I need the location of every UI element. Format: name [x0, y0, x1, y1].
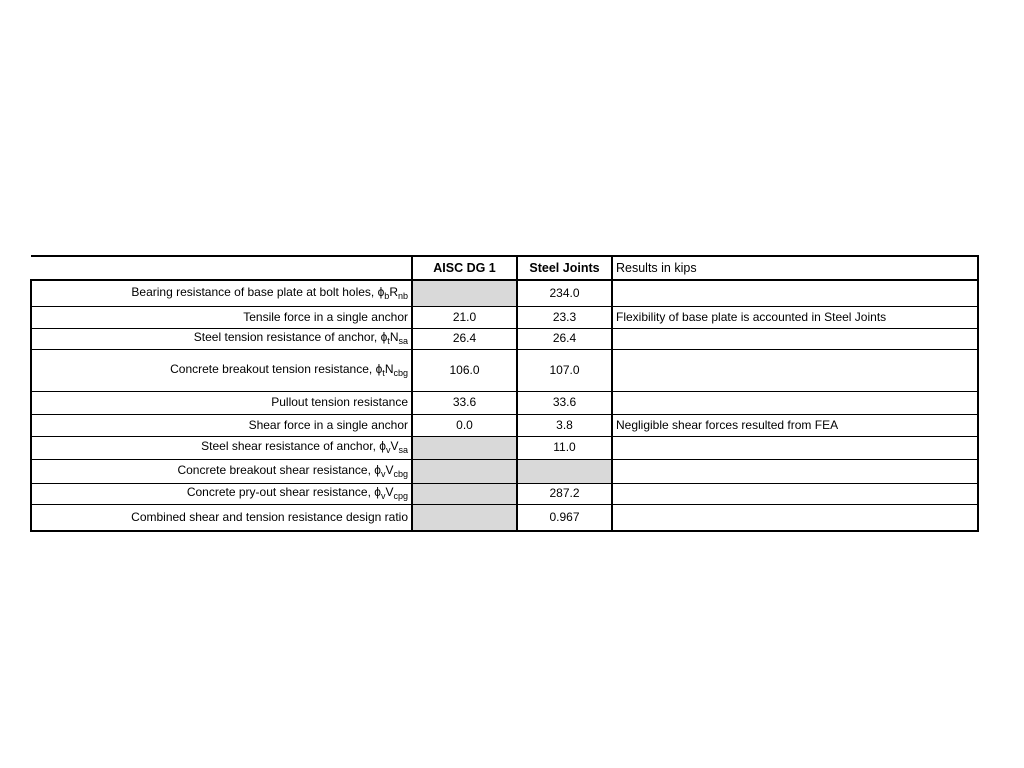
- label-subscript: v: [380, 468, 386, 479]
- label-text: V: [385, 462, 394, 477]
- label-text: R: [389, 284, 398, 299]
- table-row: [31, 415, 978, 437]
- note-cell: [612, 437, 978, 460]
- label-text: N: [389, 330, 399, 345]
- aisc-value-cell: [412, 460, 517, 484]
- header-row: [31, 256, 978, 280]
- label-text: Tensile force in a single anchor: [243, 309, 408, 324]
- label-text: V: [385, 485, 394, 500]
- row-label-cell: [31, 505, 412, 532]
- aisc-value-cell: 33.6: [412, 392, 517, 415]
- table-row: [31, 437, 978, 460]
- row-label-cell: [31, 329, 412, 350]
- aisc-value-cell: [412, 280, 517, 307]
- label-subscript: b: [384, 290, 390, 301]
- row-label-cell: [31, 484, 412, 505]
- note-cell: [612, 350, 978, 392]
- label-text: V: [390, 439, 399, 454]
- steel-joints-value-cell: 107.0: [517, 350, 612, 392]
- label-subscript: nb: [397, 290, 408, 301]
- label-subscript: t: [387, 336, 390, 347]
- row-label-cell: [31, 280, 412, 307]
- steel-joints-value-cell: 234.0: [517, 280, 612, 307]
- label-text: Concrete breakout tension resistance, ϕ: [170, 361, 383, 376]
- row-label-cell: [31, 307, 412, 329]
- label-text: Pullout tension resistance: [271, 395, 408, 410]
- note-cell: [612, 460, 978, 484]
- aisc-dg1-column-header: AISC DG 1: [412, 256, 517, 280]
- table-row: [31, 505, 978, 532]
- label-text: N: [384, 361, 394, 376]
- aisc-value-cell: 26.4: [412, 329, 517, 350]
- table-row: [31, 460, 978, 484]
- label-subscript: v: [380, 491, 386, 502]
- label-subscript: t: [382, 367, 385, 378]
- steel-joints-value-cell: [517, 460, 612, 484]
- row-label-cell: [31, 460, 412, 484]
- note-cell: [612, 484, 978, 505]
- aisc-value-cell: [412, 505, 517, 532]
- label-subscript: sa: [398, 336, 408, 347]
- table-row: [31, 350, 978, 392]
- steel-joints-value-cell: 287.2: [517, 484, 612, 505]
- aisc-value-cell: 0.0: [412, 415, 517, 437]
- empty-corner-cell: [31, 256, 412, 280]
- label-subscript: sa: [398, 445, 408, 456]
- results-comparison-table: [30, 255, 979, 532]
- results-in-kips-column-header: Results in kips: [612, 256, 978, 280]
- label-text: Combined shear and tension resistance design ratio: [131, 509, 408, 524]
- results-table-body: [31, 280, 978, 531]
- label-subscript: cbg: [393, 468, 408, 479]
- note-cell: Flexibility of base plate is accounted in Steel Joints: [612, 307, 978, 329]
- label-text: Steel shear resistance of anchor, ϕ: [201, 439, 386, 454]
- steel-joints-value-cell: 0.967: [517, 505, 612, 532]
- label-text: Shear force in a single anchor: [248, 417, 408, 432]
- steel-joints-column-header: Steel Joints: [517, 256, 612, 280]
- steel-joints-value-cell: 23.3: [517, 307, 612, 329]
- row-label-cell: [31, 415, 412, 437]
- row-label-cell: [31, 392, 412, 415]
- label-subscript: cpg: [393, 491, 408, 502]
- aisc-value-cell: 21.0: [412, 307, 517, 329]
- steel-joints-value-cell: 26.4: [517, 329, 612, 350]
- table-row: [31, 392, 978, 415]
- row-label-cell: [31, 350, 412, 392]
- note-cell: [612, 392, 978, 415]
- label-subscript: v: [385, 445, 391, 456]
- steel-joints-value-cell: 3.8: [517, 415, 612, 437]
- steel-joints-value-cell: 11.0: [517, 437, 612, 460]
- label-text: Bearing resistance of base plate at bolt holes, ϕ: [131, 284, 385, 299]
- label-text: Concrete pry-out shear resistance, ϕ: [186, 485, 381, 500]
- table-row: [31, 484, 978, 505]
- label-text: Steel tension resistance of anchor, ϕ: [193, 330, 388, 345]
- note-cell: Negligible shear forces resulted from FEA: [612, 415, 978, 437]
- aisc-value-cell: 106.0: [412, 350, 517, 392]
- note-cell: [612, 280, 978, 307]
- aisc-value-cell: [412, 484, 517, 505]
- note-cell: [612, 329, 978, 350]
- label-text: Concrete breakout shear resistance, ϕ: [177, 462, 381, 477]
- table-row: [31, 329, 978, 350]
- table-row: [31, 280, 978, 307]
- row-label-cell: [31, 437, 412, 460]
- table-row: [31, 307, 978, 329]
- aisc-value-cell: [412, 437, 517, 460]
- steel-joints-value-cell: 33.6: [517, 392, 612, 415]
- label-subscript: cbg: [393, 367, 408, 378]
- note-cell: [612, 505, 978, 532]
